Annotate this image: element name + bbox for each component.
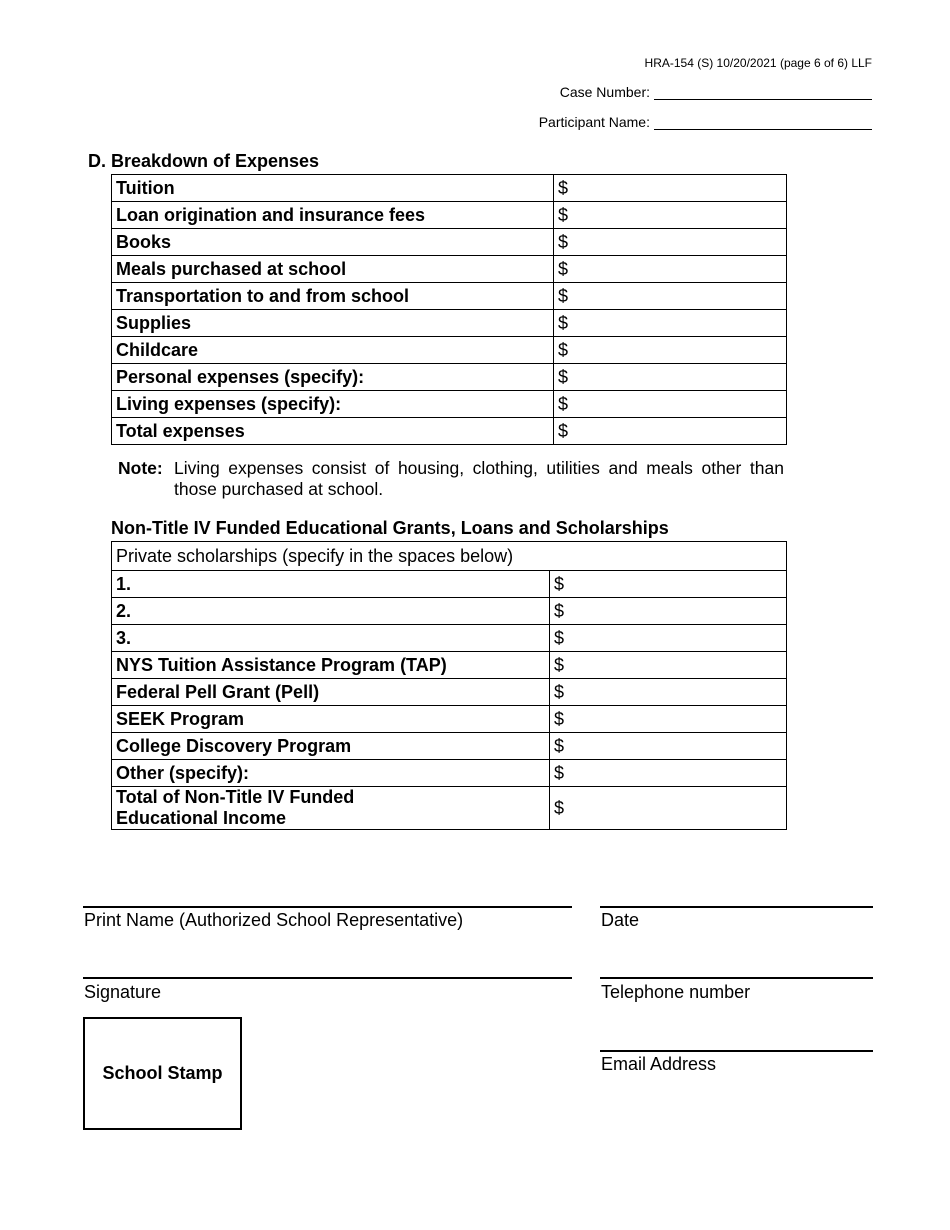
private-scholarships-header: Private scholarships (specify in the spaces below) xyxy=(112,542,787,571)
table-row xyxy=(112,283,787,310)
grants-table xyxy=(111,541,787,830)
table-row xyxy=(112,652,787,679)
table-row xyxy=(112,706,787,733)
expenses-note xyxy=(118,458,784,500)
expense-label: Total expenses xyxy=(112,418,554,445)
table-row xyxy=(112,337,787,364)
note-label: Note: xyxy=(118,458,163,478)
expense-label: Personal expenses (specify): xyxy=(112,364,554,391)
table-row xyxy=(112,679,787,706)
expenses-table xyxy=(111,174,787,445)
note-text: Living expenses consist of housing, clothing, utilities and meals other than those purchased at school. xyxy=(174,458,784,499)
table-row xyxy=(112,310,787,337)
grant-total-amount-field[interactable]: $ xyxy=(550,787,787,830)
expense-amount-field[interactable]: $ xyxy=(554,202,787,229)
case-number-field[interactable] xyxy=(654,85,872,100)
grant-amount-field[interactable]: $ xyxy=(550,598,787,625)
table-row xyxy=(112,598,787,625)
table-row xyxy=(112,256,787,283)
participant-name-label: Participant Name: xyxy=(538,114,650,130)
table-row xyxy=(112,542,787,571)
expense-label: Tuition xyxy=(112,175,554,202)
grant-amount-field[interactable]: $ xyxy=(550,679,787,706)
signature-label: Signature xyxy=(84,982,162,1002)
school-stamp-box xyxy=(83,1017,242,1130)
expense-amount-field[interactable]: $ xyxy=(554,364,787,391)
table-row xyxy=(112,733,787,760)
table-row xyxy=(112,391,787,418)
grant-label: Federal Pell Grant (Pell) xyxy=(112,679,550,706)
expense-amount-field[interactable]: $ xyxy=(554,337,787,364)
grant-label: 2. xyxy=(112,598,550,625)
telephone-label: Telephone number xyxy=(601,982,751,1002)
table-row xyxy=(112,760,787,787)
expense-amount-field[interactable]: $ xyxy=(554,229,787,256)
date-label: Date xyxy=(601,910,640,930)
table-row xyxy=(112,787,787,830)
grant-label: NYS Tuition Assistance Program (TAP) xyxy=(112,652,550,679)
table-row xyxy=(112,364,787,391)
print-name-field[interactable] xyxy=(83,906,572,908)
print-name-label: Print Name (Authorized School Representative) xyxy=(84,910,464,930)
grant-amount-field[interactable]: $ xyxy=(550,706,787,733)
table-row xyxy=(112,175,787,202)
expense-label: Supplies xyxy=(112,310,554,337)
expense-label: Childcare xyxy=(112,337,554,364)
section-d-title: D. Breakdown of Expenses xyxy=(88,151,320,171)
expense-amount-field[interactable]: $ xyxy=(554,283,787,310)
grant-amount-field[interactable]: $ xyxy=(550,652,787,679)
date-field[interactable] xyxy=(600,906,873,908)
grant-label: SEEK Program xyxy=(112,706,550,733)
table-row xyxy=(112,571,787,598)
total-expenses-field[interactable]: $ xyxy=(554,418,787,445)
grant-label: 1. xyxy=(112,571,550,598)
grant-amount-field[interactable]: $ xyxy=(550,571,787,598)
grant-amount-field[interactable]: $ xyxy=(550,733,787,760)
table-row xyxy=(112,418,787,445)
table-row xyxy=(112,229,787,256)
participant-name-row xyxy=(539,114,872,130)
signature-field[interactable] xyxy=(83,977,572,979)
expense-amount-field[interactable]: $ xyxy=(554,310,787,337)
grant-total-label-line1: Total of Non-Title IV Funded xyxy=(116,787,355,807)
table-row xyxy=(112,625,787,652)
expense-label: Meals purchased at school xyxy=(112,256,554,283)
participant-name-field[interactable] xyxy=(654,115,872,130)
school-stamp-label: School Stamp xyxy=(102,1063,223,1083)
case-number-row xyxy=(560,84,872,100)
table-row xyxy=(112,202,787,229)
case-number-label: Case Number: xyxy=(559,84,650,100)
expense-label: Living expenses (specify): xyxy=(112,391,554,418)
grant-amount-field[interactable]: $ xyxy=(550,760,787,787)
grant-total-label xyxy=(112,787,550,830)
email-field[interactable] xyxy=(600,1050,873,1052)
expense-amount-field[interactable]: $ xyxy=(554,175,787,202)
grant-label: Other (specify): xyxy=(112,760,550,787)
grant-label: 3. xyxy=(112,625,550,652)
grant-label: College Discovery Program xyxy=(112,733,550,760)
email-label: Email Address xyxy=(601,1054,717,1074)
expense-label: Loan origination and insurance fees xyxy=(112,202,554,229)
grant-amount-field[interactable]: $ xyxy=(550,625,787,652)
expense-amount-field[interactable]: $ xyxy=(554,256,787,283)
expense-label: Transportation to and from school xyxy=(112,283,554,310)
grant-total-label-line2: Educational Income xyxy=(116,808,287,828)
expense-amount-field[interactable]: $ xyxy=(554,391,787,418)
grants-title: Non-Title IV Funded Educational Grants, Loans and Scholarships xyxy=(111,518,669,538)
telephone-field[interactable] xyxy=(600,977,873,979)
expense-label: Books xyxy=(112,229,554,256)
form-code: HRA-154 (S) 10/20/2021 (page 6 of 6) LLF xyxy=(644,56,872,70)
